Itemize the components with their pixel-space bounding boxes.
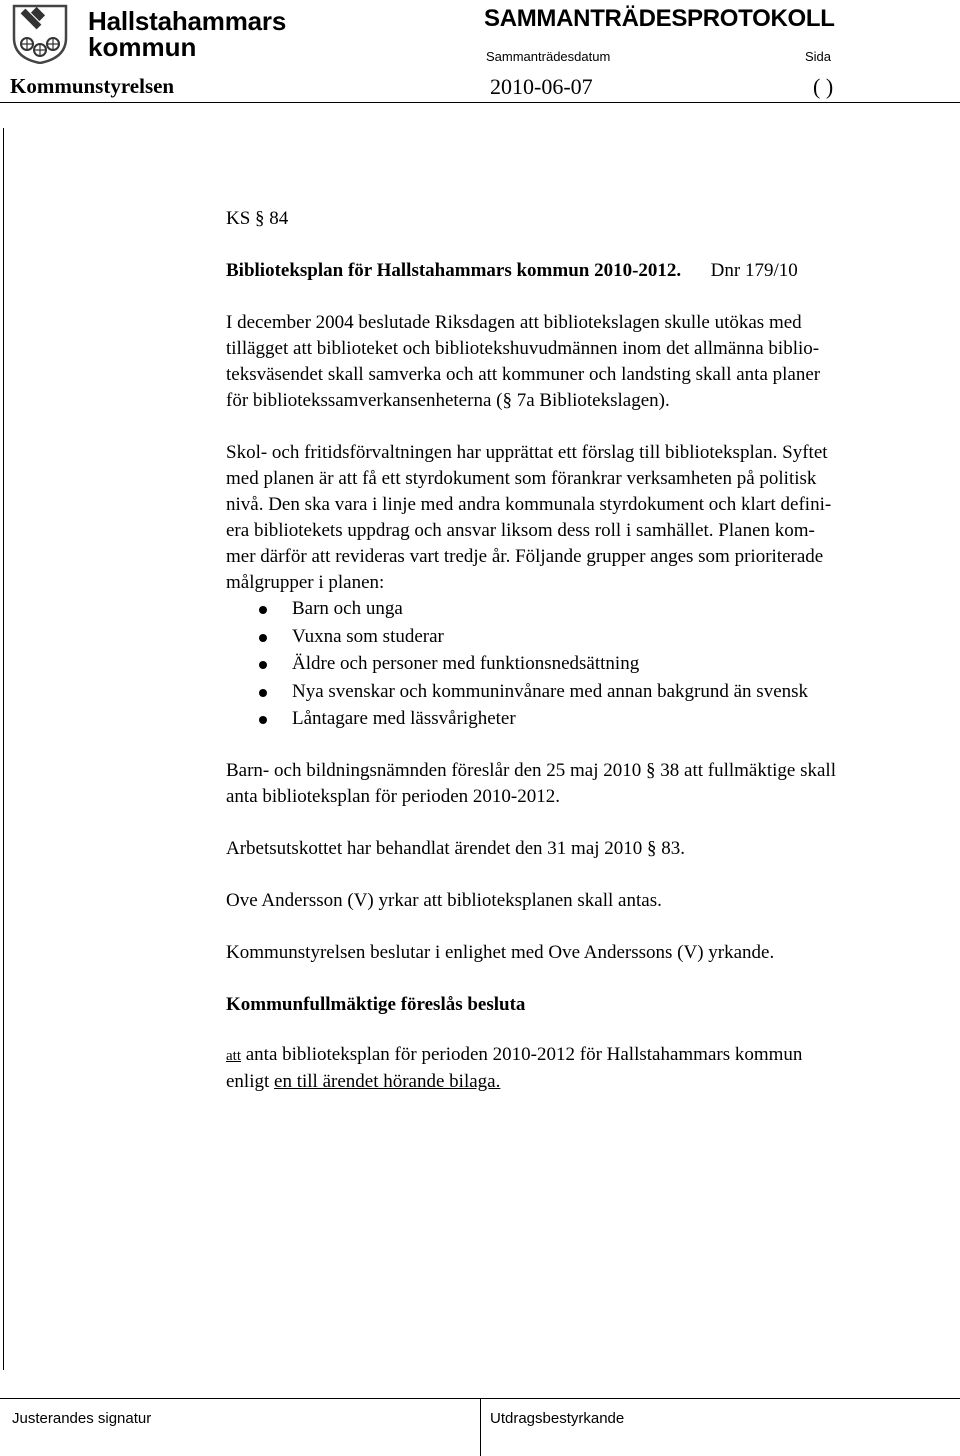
logo-text-line2: kommun [88,32,197,62]
paragraph-board-proposal: Barn- och bildningsnämnden föreslår den 25 maj 2010 § 38 att fullmäktige skall anta biblioteksplan för perioden 2010-2012. [226,760,836,807]
municipality-logo [10,4,287,66]
list-item: Barn och unga [226,596,948,624]
paragraph-proposal: Skol- och fritidsförvaltningen har upprättat ett förslag till biblioteksplan. Syftet med planen är att få ett styrdokument som förankrar verksamheten på politisk nivå. Den ska vara i linje med andra kommunala styrdokument och klart defini- era bibliotekets uppdrag och ansvar liksom dess roll i samhället. Planen kom- mer därför att revideras vart tredje år. Följande grupper anges som prioriterade målgrupper i planen: [226,442,832,593]
list-item: Nya svenskar och kommuninvånare med annan bakgrund än svensk [226,679,948,707]
decision-text: att anta biblioteksplan för perioden 2010-2012 för Hallstahammars kommun enligt en till ärendet hörande bilaga. [226,1044,803,1092]
page-number: ( ) [813,74,834,99]
header-divider [0,102,960,103]
footer-column-divider [480,1398,481,1456]
signature-field-label: Justerandes signatur [12,1410,152,1427]
logo-text-line1: Hallstahammars [88,6,287,36]
case-reference: Dnr 179/10 [710,260,798,281]
paragraph-decision: Kommunstyrelsen beslutar i enlighet med Ove Anderssons (V) yrkande. [226,942,775,963]
case-title: Biblioteksplan för Hallstahammars kommun 2010-2012. [226,260,682,281]
list-item: Vuxna som studerar [226,624,948,652]
paragraph-background: I december 2004 beslutade Riksdagen att bibliotekslagen skulle utökas med tillägget att biblioteket och bibliotekshuvudmännen inom det allmänna biblio- teksväsendet skall samverka och att kommuner och landsting skall anta planer för bibliotekssamverkansenheterna (§ 7a Bibliotekslagen). [226,312,821,411]
decision-heading: Kommunfullmäktige föreslås besluta [226,994,526,1015]
meeting-date: 2010-06-07 [490,74,593,99]
section-number: KS § 84 [226,208,289,229]
attachment-reference: en till ärendet hörande bilaga. [274,1071,501,1092]
case-title-line [226,258,948,284]
extract-certification-label: Utdragsbestyrkande [490,1410,625,1427]
document-type: SAMMANTRÄDESPROTOKOLL [484,5,835,32]
list-item: Låntagare med lässvårigheter [226,706,948,734]
page-label: Sida [805,49,832,64]
list-item: Äldre och personer med funktionsnedsättning [226,651,948,679]
paragraph-motion: Ove Andersson (V) yrkar att biblioteksplanen skall antas. [226,890,662,911]
target-groups-list [226,596,948,734]
margin-rule [3,128,4,1370]
coat-of-arms-icon [10,4,70,64]
att-keyword: att [226,1048,241,1064]
paragraph-committee: Arbetsutskottet har behandlat ärendet den 31 maj 2010 § 83. [226,838,686,859]
meeting-date-label: Sammanträdesdatum [486,49,611,64]
committee-name: Kommunstyrelsen [10,74,175,98]
